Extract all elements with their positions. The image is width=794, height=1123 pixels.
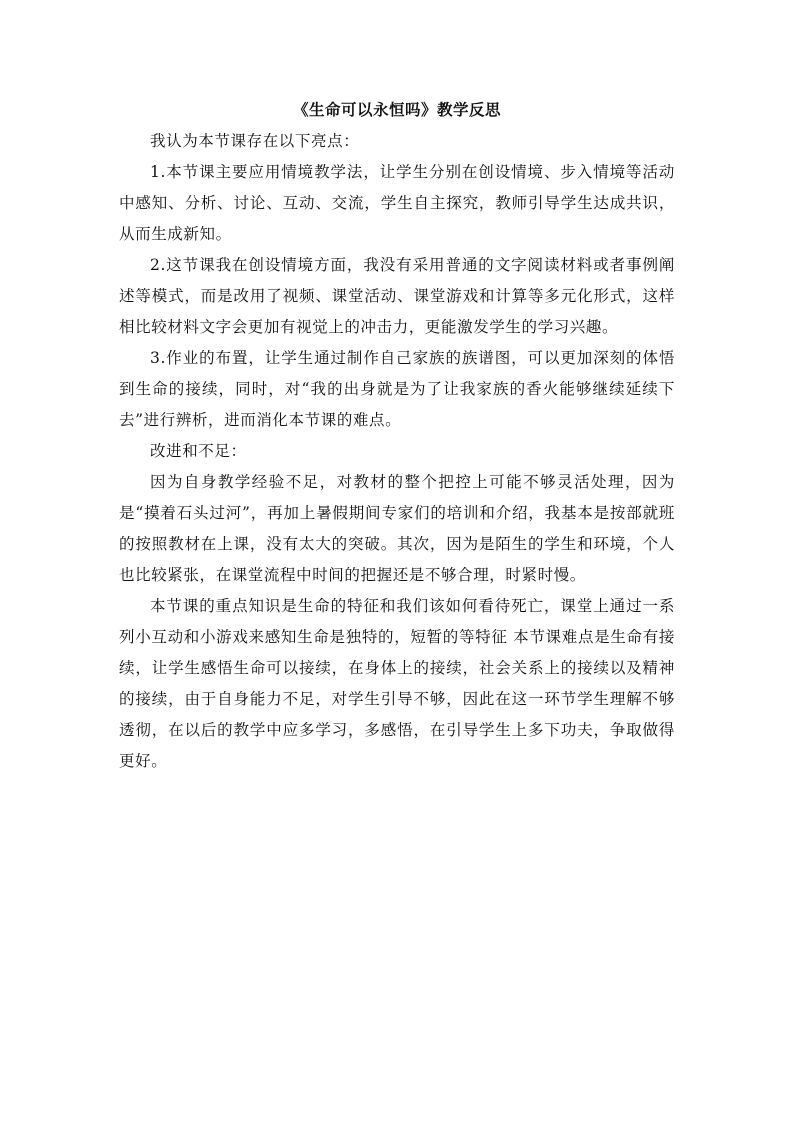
- paragraph-point-3: 3.作业的布置，让学生通过制作自己家族的族谱图，可以更加深刻的体悟到生命的接续，同时，对“我的出身就是为了让我家族的香火能够继续延续下去”进行辨析，进而消化本节课的难点。: [119, 349, 675, 429]
- paragraph-improvements-heading: 改进和不足：: [150, 442, 247, 460]
- document-page: [119, 98, 675, 777]
- document-title: 《生命可以永恒吗》教学反思: [292, 100, 501, 119]
- paragraph-key-points: 本节课的重点知识是生命的特征和我们该如何看待死亡，课堂上通过一系列小互动和小游戏来感知生命是独特的，短暂的等特征 本节课难点是生命有接续，让学生感悟生命可以接续，在身体上的接续，社会关系上的接续以及精神的接续，由于自身能力不足，对学生引导不够，因此在这一环节学生理解不够透彻，在以后的教学中应多学习，多感悟，在引导学生上多下功夫，争取做得更好。: [119, 597, 675, 770]
- paragraph-point-2: 2.这节课我在创设情境方面，我没有采用普通的文字阅读材料或者事例阐述等模式，而是改用了视频、课堂活动、课堂游戏和计算等多元化形式，这样相比较材料文字会更加有视觉上的冲击力，更能激发学生的学习兴趣。: [119, 256, 675, 336]
- paragraph-point-1: 1.本节课主要应用情境教学法，让学生分别在创设情境、步入情境等活动中感知、分析、讨论、互动、交流，学生自主探究，教师引导学生达成共识，从而生成新知。: [119, 163, 675, 243]
- paragraph-intro: 我认为本节课存在以下亮点：: [150, 132, 360, 150]
- paragraph-shortcomings: 因为自身教学经验不足，对教材的整个把控上可能不够灵活处理，因为是“摸着石头过河”，再加上暑假期间专家们的培训和介绍，我基本是按部就班的按照教材在上课，没有太大的突破。其次，因为是陌生的学生和环境，个人也比较紧张，在课堂流程中时间的把握还是不够合理，时紧时慢。: [119, 473, 675, 584]
